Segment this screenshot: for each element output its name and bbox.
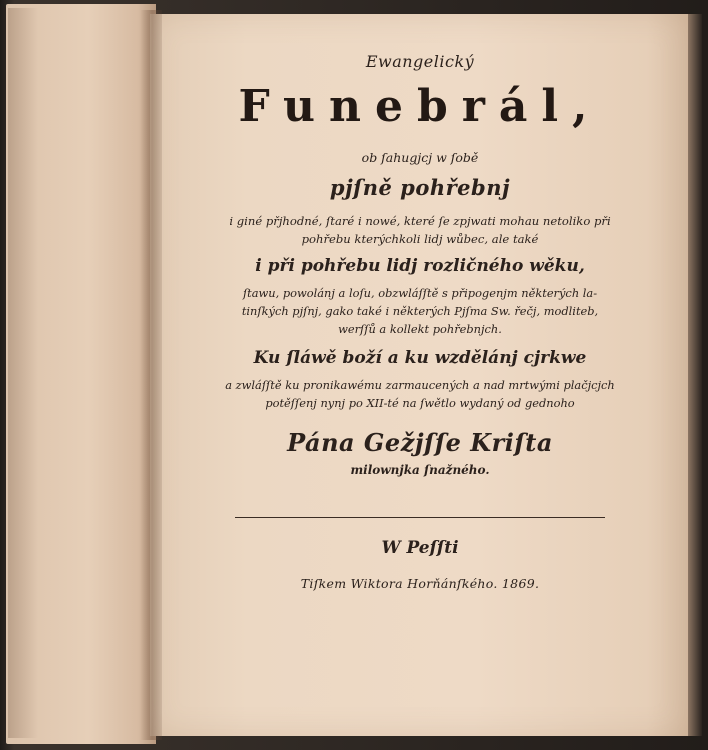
divider-rule	[235, 517, 605, 518]
imprint: Tiſkem Wiktora Horňánſkého. 1869.	[300, 576, 540, 591]
body-block-1	[160, 212, 680, 248]
section-heading-4: Pána Gežjſſe Kriſta	[287, 428, 553, 457]
heading-small: Ewangelický	[365, 52, 475, 71]
body-line: i giné přjhodné, ſtaré i nowé, které ſe zpjwati mohau netoliko při	[229, 214, 611, 228]
place-of-print: W Peſſti	[381, 538, 459, 558]
title-page-content	[160, 52, 680, 591]
body-line: tinſkých pjſnj, gako také i některých Pjſma Sw. řečj, modliteb,	[241, 304, 599, 318]
subtitle: ob ſahugjcj w ſobě	[361, 150, 479, 165]
main-title: Funebrál,	[238, 81, 602, 132]
body-line: pohřebu kterýchkoli lidj wůbec, ale také	[301, 232, 539, 246]
body-line: ſtawu, powolánj a loſu, obzwláſſtě s připogenjm některých la-	[242, 286, 598, 300]
page-edge-shadow	[688, 14, 702, 736]
body-line: potěſſenj nynj po XII-té na ſwětlo wydaný od gednoho	[265, 396, 575, 410]
left-page-shadow	[8, 8, 38, 738]
body-line: werſſů a kollekt pohřebnjch.	[338, 322, 502, 336]
section-heading-2: i při pohřebu lidj rozličného wěku,	[255, 256, 585, 276]
author-note: milownjka ſnažného.	[350, 463, 490, 477]
body-block-2	[160, 284, 680, 338]
body-block-3	[160, 376, 680, 412]
section-heading-3: Ku ſláwě boží a ku wzdělánj cjrkwe	[253, 348, 587, 368]
book-gutter	[140, 10, 162, 740]
body-line: a zwláſſtě ku pronikawému zarmaucených a nad mrtwými plačjcjch	[225, 378, 615, 392]
section-heading-1: pjſně pohřebnj	[329, 175, 511, 200]
